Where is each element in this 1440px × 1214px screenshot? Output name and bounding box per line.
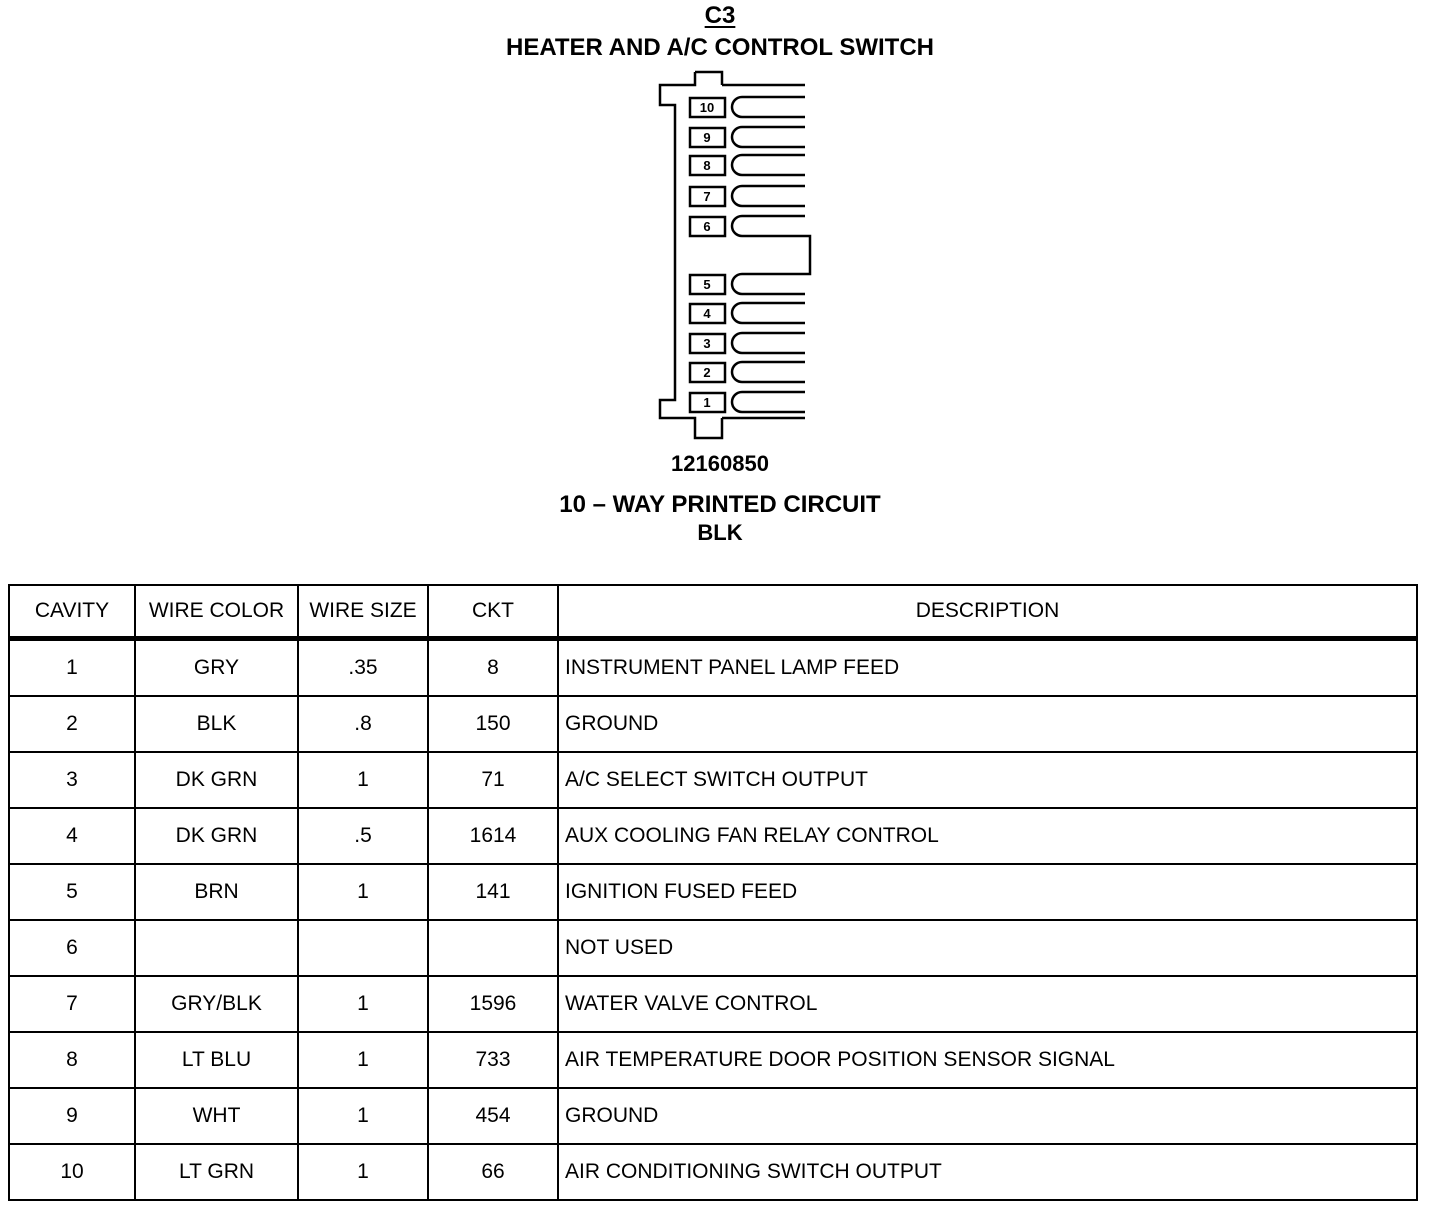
cell-wire-size: 1 <box>298 1144 428 1200</box>
col-header-description: DESCRIPTION <box>558 585 1417 639</box>
col-header-ckt: CKT <box>428 585 558 639</box>
cell-wire-color: BLK <box>135 696 298 752</box>
cell-cavity: 6 <box>9 920 135 976</box>
connector-id <box>0 2 1440 30</box>
cell-ckt: 733 <box>428 1032 558 1088</box>
col-header-wire-color: WIRE COLOR <box>135 585 298 639</box>
connector-type: 10 – WAY PRINTED CIRCUIT <box>559 491 881 518</box>
cell-wire-color: WHT <box>135 1088 298 1144</box>
cell-cavity: 3 <box>9 752 135 808</box>
connector-diagram <box>640 60 830 450</box>
cell-description: IGNITION FUSED FEED <box>558 864 1417 920</box>
pin-6 <box>690 216 805 236</box>
pin-9 <box>690 127 805 147</box>
cell-wire-size: 1 <box>298 1088 428 1144</box>
pin-contact-trace <box>732 362 805 382</box>
cell-wire-size: 1 <box>298 976 428 1032</box>
cell-cavity: 5 <box>9 864 135 920</box>
pin-number-label: 4 <box>703 306 711 321</box>
part-number: 12160850 <box>671 451 769 476</box>
cell-wire-size: 1 <box>298 864 428 920</box>
connector-gap-bracket <box>805 236 810 274</box>
table-row <box>9 920 1417 976</box>
cell-wire-color: DK GRN <box>135 752 298 808</box>
table-row <box>9 639 1417 697</box>
cell-wire-color: GRY <box>135 639 298 697</box>
header-row <box>9 585 1417 639</box>
cell-description: GROUND <box>558 696 1417 752</box>
cell-ckt: 71 <box>428 752 558 808</box>
connector-title: HEATER AND A/C CONTROL SWITCH <box>506 34 934 61</box>
cell-wire-size: .8 <box>298 696 428 752</box>
cell-ckt: 8 <box>428 639 558 697</box>
cell-wire-size: .35 <box>298 639 428 697</box>
cell-ckt <box>428 920 558 976</box>
pin-number-label: 6 <box>703 219 711 234</box>
table-row <box>9 1032 1417 1088</box>
col-header-cavity: CAVITY <box>9 585 135 639</box>
pin-number-label: 7 <box>703 189 711 204</box>
cell-cavity: 7 <box>9 976 135 1032</box>
cell-wire-color: GRY/BLK <box>135 976 298 1032</box>
pin-2 <box>690 362 805 382</box>
cell-description: AUX COOLING FAN RELAY CONTROL <box>558 808 1417 864</box>
table-row <box>9 808 1417 864</box>
pin-contact-trace <box>732 127 805 147</box>
pin-number-label: 10 <box>699 100 715 115</box>
cell-wire-size <box>298 920 428 976</box>
cell-ckt: 150 <box>428 696 558 752</box>
cell-ckt: 454 <box>428 1088 558 1144</box>
pin-number-label: 3 <box>703 336 711 351</box>
pin-number-label: 1 <box>703 395 711 410</box>
cell-ckt: 141 <box>428 864 558 920</box>
connector-color: BLK <box>697 520 743 545</box>
pin-3 <box>690 333 805 353</box>
cell-description: NOT USED <box>558 920 1417 976</box>
connector-top-tab <box>695 72 722 85</box>
pin-group <box>690 97 805 412</box>
cell-wire-color: LT BLU <box>135 1032 298 1088</box>
cell-wire-color: DK GRN <box>135 808 298 864</box>
cell-wire-color: LT GRN <box>135 1144 298 1200</box>
pin-contact-trace <box>732 97 805 117</box>
cell-wire-size: 1 <box>298 752 428 808</box>
pin-number-label: 8 <box>703 158 711 173</box>
connector-id-label: C3 <box>704 2 736 29</box>
pinout-table <box>8 584 1418 1201</box>
pin-contact-trace <box>732 392 805 412</box>
cell-description: A/C SELECT SWITCH OUTPUT <box>558 752 1417 808</box>
table-row <box>9 1088 1417 1144</box>
pin-contact-trace <box>732 333 805 353</box>
pin-number-label: 9 <box>703 130 711 145</box>
pin-number-label: 2 <box>703 365 711 380</box>
pin-number-label: 5 <box>703 277 711 292</box>
cell-description: AIR TEMPERATURE DOOR POSITION SENSOR SIGNAL <box>558 1032 1417 1088</box>
table-row <box>9 864 1417 920</box>
cell-ckt: 1614 <box>428 808 558 864</box>
cell-description: INSTRUMENT PANEL LAMP FEED <box>558 639 1417 697</box>
cell-ckt: 66 <box>428 1144 558 1200</box>
pin-7 <box>690 186 805 206</box>
cell-wire-color <box>135 920 298 976</box>
pin-contact-trace <box>732 216 805 236</box>
cell-cavity: 2 <box>9 696 135 752</box>
cell-description: GROUND <box>558 1088 1417 1144</box>
pin-5 <box>690 274 805 294</box>
cell-description: WATER VALVE CONTROL <box>558 976 1417 1032</box>
cell-description: AIR CONDITIONING SWITCH OUTPUT <box>558 1144 1417 1200</box>
cell-cavity: 8 <box>9 1032 135 1088</box>
table-row <box>9 1144 1417 1200</box>
table-row <box>9 752 1417 808</box>
pin-10 <box>690 97 805 117</box>
cell-wire-size: 1 <box>298 1032 428 1088</box>
cell-cavity: 10 <box>9 1144 135 1200</box>
pin-4 <box>690 303 805 323</box>
pin-8 <box>690 155 805 175</box>
pin-contact-trace <box>732 303 805 323</box>
col-header-wire-size: WIRE SIZE <box>298 585 428 639</box>
cell-wire-color: BRN <box>135 864 298 920</box>
cell-wire-size: .5 <box>298 808 428 864</box>
cell-ckt: 1596 <box>428 976 558 1032</box>
pin-contact-trace <box>732 155 805 175</box>
cell-cavity: 4 <box>9 808 135 864</box>
cell-cavity: 1 <box>9 639 135 697</box>
pin-contact-trace <box>732 274 805 294</box>
table-row <box>9 976 1417 1032</box>
pin-contact-trace <box>732 186 805 206</box>
pinout-body <box>9 639 1417 1201</box>
cell-cavity: 9 <box>9 1088 135 1144</box>
pin-1 <box>690 392 805 412</box>
table-row <box>9 696 1417 752</box>
